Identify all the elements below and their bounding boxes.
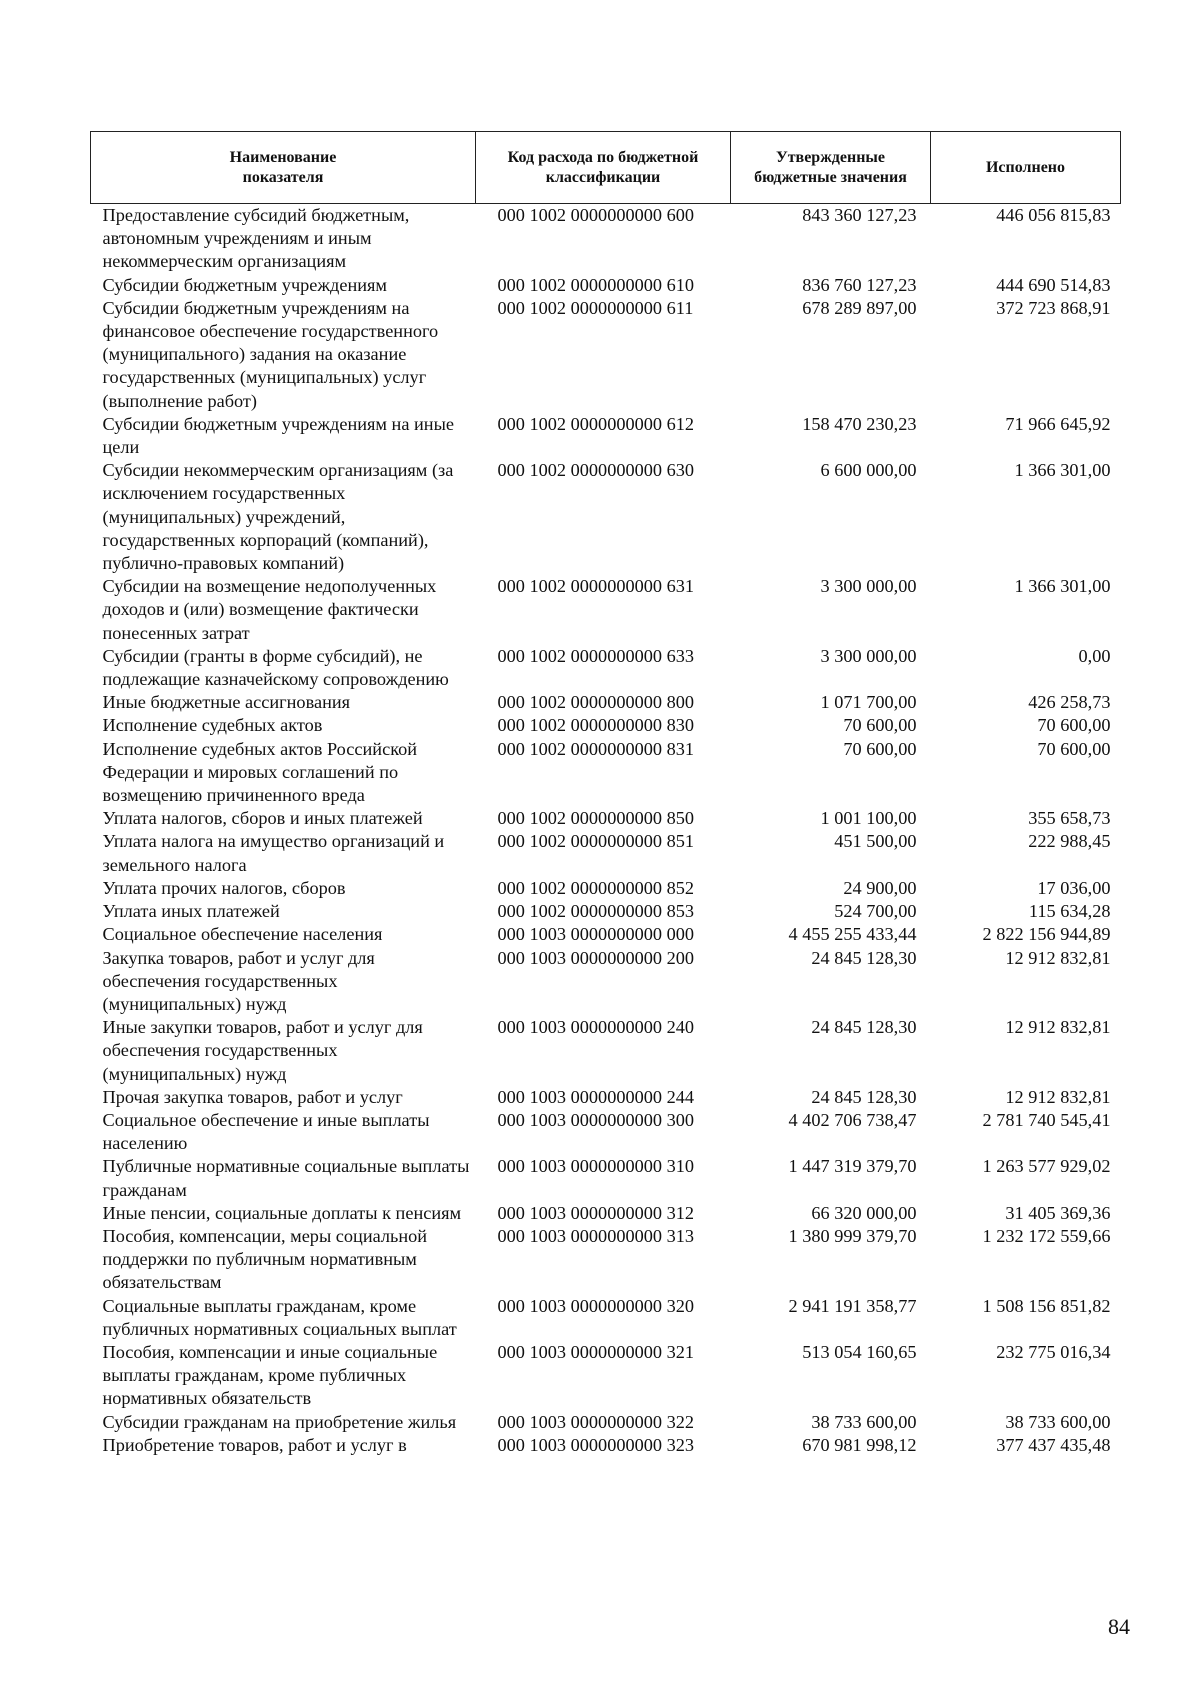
cell-executed-value: 12 912 832,81 — [1005, 1017, 1111, 1038]
cell-indicator-name: Закупка товаров, работ и услуг для обеспечения государственных (муниципальных) нужд — [102, 947, 375, 1014]
header-executed — [931, 132, 1121, 204]
cell-indicator-name: Иные закупки товаров, работ и услуг для обеспечения государственных (муниципальных) нужд — [102, 1017, 423, 1084]
cell-approved-value: 836 760 127,23 — [802, 274, 917, 295]
table-row — [91, 877, 1121, 900]
cell-budget-code: 000 1003 0000000000 323 — [497, 1434, 695, 1455]
cell-approved-value: 1 071 700,00 — [820, 692, 917, 713]
cell-indicator-name: Предоставление субсидий бюджетным, автономным учреждениям и иным некоммерческим организациям — [102, 205, 410, 272]
cell-budget-code: 000 1002 0000000000 611 — [497, 297, 694, 318]
cell-indicator-name: Уплата налога на имущество организаций и земельного налога — [102, 831, 445, 875]
cell-executed-value: 17 036,00 — [1037, 877, 1111, 898]
cell-budget-code: 000 1002 0000000000 600 — [497, 205, 695, 225]
page-number: 84 — [1108, 1614, 1130, 1639]
cell-executed-value: 444 690 514,83 — [996, 274, 1111, 295]
cell-executed-value: 38 733 600,00 — [1005, 1411, 1111, 1432]
cell-approved-value: 2 941 191 358,77 — [788, 1295, 917, 1316]
cell-executed-value: 70 600,00 — [1037, 715, 1111, 736]
cell-executed-value: 232 775 016,34 — [996, 1341, 1111, 1362]
cell-approved-value: 24 845 128,30 — [811, 947, 917, 968]
cell-approved-value: 70 600,00 — [843, 715, 917, 736]
table-row — [91, 1086, 1121, 1109]
table-row — [91, 645, 1121, 691]
cell-indicator-name: Пособия, компенсации, меры социальной поддержки по публичным нормативным обязательствам — [102, 1225, 428, 1293]
cell-approved-value: 38 733 600,00 — [811, 1411, 917, 1432]
cell-budget-code: 000 1002 0000000000 630 — [497, 460, 695, 481]
cell-approved-value: 66 320 000,00 — [811, 1202, 917, 1223]
cell-executed-value: 355 658,73 — [1028, 808, 1111, 829]
cell-indicator-name: Пособия, компенсации и иные социальные выплаты гражданам, кроме публичных нормативных обязательств — [102, 1341, 438, 1409]
cell-indicator-name: Субсидии бюджетным учреждениям — [102, 274, 387, 295]
cell-indicator-name: Субсидии бюджетным учреждениям на иные цели — [102, 413, 454, 458]
cell-budget-code: 000 1002 0000000000 631 — [497, 576, 695, 597]
table-row — [91, 1016, 1121, 1086]
cell-budget-code: 000 1003 0000000000 240 — [497, 1017, 695, 1038]
cell-budget-code: 000 1003 0000000000 244 — [497, 1086, 695, 1107]
cell-approved-value: 3 300 000,00 — [820, 645, 917, 666]
cell-indicator-name: Субсидии некоммерческим организациям (за исключением государственных (муниципальных) учреждений, государственных корпораций (компаний), публично-правовых компаний) — [102, 460, 454, 574]
cell-approved-value: 4 455 255 433,44 — [788, 924, 917, 945]
cell-approved-value: 158 470 230,23 — [802, 413, 917, 434]
cell-indicator-name: Исполнение судебных актов Российской Федерации и мировых соглашений по возмещению причиненного вреда — [102, 738, 418, 806]
cell-executed-value: 115 634,28 — [1028, 901, 1111, 922]
table-row — [91, 1225, 1121, 1295]
cell-budget-code: 000 1003 0000000000 300 — [497, 1109, 695, 1130]
cell-indicator-name: Приобретение товаров, работ и услуг в — [102, 1434, 407, 1455]
cell-approved-value: 451 500,00 — [834, 831, 917, 852]
cell-budget-code: 000 1002 0000000000 851 — [497, 831, 695, 852]
cell-approved-value: 843 360 127,23 — [802, 205, 917, 225]
cell-budget-code: 000 1002 0000000000 831 — [497, 738, 695, 759]
table-row — [91, 1202, 1121, 1225]
cell-executed-value: 70 600,00 — [1037, 738, 1111, 759]
cell-executed-value: 446 056 815,83 — [996, 205, 1111, 225]
table-row — [91, 413, 1121, 459]
cell-approved-value: 24 845 128,30 — [811, 1017, 917, 1038]
header-budget-code — [476, 132, 731, 204]
table-row — [91, 459, 1121, 575]
cell-indicator-name: Субсидии бюджетным учреждениям на финансовое обеспечение государственного (муниципального) задания на оказание государственных (муниципальных) услуг (выполнение работ) — [102, 297, 439, 411]
cell-executed-value: 2 822 156 944,89 — [982, 924, 1111, 945]
cell-approved-value: 670 981 998,12 — [802, 1434, 917, 1455]
header-label: Исполнено — [985, 158, 1066, 176]
cell-executed-value: 2 781 740 545,41 — [982, 1109, 1111, 1130]
header-label: Утвержденные бюджетные значения — [754, 148, 907, 186]
cell-budget-code: 000 1003 0000000000 320 — [497, 1295, 695, 1316]
cell-indicator-name: Иные пенсии, социальные доплаты к пенсиям — [102, 1202, 462, 1223]
cell-executed-value: 1 366 301,00 — [1014, 576, 1111, 597]
cell-indicator-name: Субсидии (гранты в форме субсидий), не подлежащие казначейскому сопровождению — [102, 645, 449, 690]
cell-executed-value: 222 988,45 — [1028, 831, 1111, 852]
table-row — [91, 1411, 1121, 1434]
table-row — [91, 714, 1121, 737]
cell-approved-value: 24 845 128,30 — [811, 1086, 917, 1107]
cell-budget-code: 000 1003 0000000000 313 — [497, 1225, 695, 1246]
cell-budget-code: 000 1003 0000000000 322 — [497, 1411, 695, 1432]
budget-execution-table — [90, 131, 1121, 1457]
cell-approved-value: 24 900,00 — [843, 877, 917, 898]
cell-budget-code: 000 1002 0000000000 610 — [497, 274, 695, 295]
cell-executed-value: 1 508 156 851,82 — [982, 1295, 1111, 1316]
table-header — [91, 132, 1121, 204]
header-label: Код расхода по бюджетной классификации — [507, 148, 699, 186]
cell-executed-value: 31 405 369,36 — [1005, 1202, 1111, 1223]
cell-indicator-name: Социальные выплаты гражданам, кроме публичных нормативных социальных выплат — [102, 1295, 457, 1339]
table-body — [91, 204, 1121, 1457]
cell-indicator-name: Публичные нормативные социальные выплаты гражданам — [102, 1156, 470, 1200]
cell-approved-value: 1 380 999 379,70 — [788, 1225, 917, 1246]
cell-budget-code: 000 1002 0000000000 633 — [497, 645, 695, 666]
cell-approved-value: 678 289 897,00 — [802, 297, 917, 318]
header-label: Наименование показателя — [229, 148, 337, 186]
header-indicator-name — [91, 132, 476, 204]
cell-approved-value: 6 600 000,00 — [820, 460, 917, 481]
cell-budget-code: 000 1003 0000000000 312 — [497, 1202, 695, 1223]
cell-executed-value: 1 263 577 929,02 — [982, 1156, 1111, 1177]
table-row — [91, 297, 1121, 413]
cell-approved-value: 4 402 706 738,47 — [788, 1109, 917, 1130]
cell-executed-value: 71 966 645,92 — [1005, 413, 1111, 434]
cell-budget-code: 000 1003 0000000000 000 — [497, 924, 695, 945]
cell-executed-value: 1 366 301,00 — [1014, 460, 1111, 481]
cell-executed-value: 12 912 832,81 — [1005, 947, 1111, 968]
cell-indicator-name: Уплата прочих налогов, сборов — [102, 877, 346, 898]
table-row — [91, 691, 1121, 714]
cell-executed-value: 0,00 — [1078, 645, 1111, 666]
cell-approved-value: 513 054 160,65 — [802, 1341, 917, 1362]
cell-budget-code: 000 1002 0000000000 850 — [497, 808, 695, 829]
cell-indicator-name: Социальное обеспечение и иные выплаты населению — [102, 1109, 430, 1154]
table-row — [91, 947, 1121, 1017]
budget-table-container — [90, 131, 1120, 1457]
cell-approved-value: 3 300 000,00 — [820, 576, 917, 597]
cell-executed-value: 426 258,73 — [1028, 692, 1111, 713]
table-row — [91, 923, 1121, 946]
cell-budget-code: 000 1003 0000000000 310 — [497, 1156, 695, 1177]
table-row — [91, 1341, 1121, 1411]
table-row — [91, 1295, 1121, 1341]
cell-indicator-name: Социальное обеспечение населения — [102, 924, 383, 945]
table-row — [91, 830, 1121, 876]
cell-approved-value: 1 447 319 379,70 — [788, 1156, 917, 1177]
cell-indicator-name: Уплата иных платежей — [102, 901, 280, 922]
cell-approved-value: 70 600,00 — [843, 738, 917, 759]
cell-indicator-name: Исполнение судебных актов — [102, 715, 323, 736]
cell-budget-code: 000 1003 0000000000 321 — [497, 1341, 695, 1362]
cell-indicator-name: Уплата налогов, сборов и иных платежей — [102, 808, 423, 829]
table-row — [91, 204, 1121, 274]
cell-budget-code: 000 1002 0000000000 853 — [497, 901, 695, 922]
table-row — [91, 1109, 1121, 1155]
table-row — [91, 900, 1121, 923]
table-row — [91, 1155, 1121, 1201]
cell-approved-value: 524 700,00 — [834, 901, 917, 922]
cell-indicator-name: Субсидии на возмещение недополученных доходов и (или) возмещение фактически понесенных затрат — [102, 576, 437, 643]
cell-approved-value: 1 001 100,00 — [820, 808, 917, 829]
cell-budget-code: 000 1002 0000000000 800 — [497, 692, 695, 713]
cell-budget-code: 000 1002 0000000000 852 — [497, 877, 695, 898]
header-approved-values — [731, 132, 931, 204]
cell-executed-value: 377 437 435,48 — [996, 1434, 1111, 1455]
table-row — [91, 575, 1121, 645]
cell-indicator-name: Субсидии гражданам на приобретение жилья — [102, 1411, 457, 1432]
cell-executed-value: 1 232 172 559,66 — [982, 1225, 1111, 1246]
table-row — [91, 807, 1121, 830]
cell-budget-code: 000 1002 0000000000 830 — [497, 715, 695, 736]
cell-executed-value: 372 723 868,91 — [996, 297, 1111, 318]
table-row — [91, 738, 1121, 808]
cell-executed-value: 12 912 832,81 — [1005, 1086, 1111, 1107]
table-row — [91, 274, 1121, 297]
cell-indicator-name: Прочая закупка товаров, работ и услуг — [102, 1086, 403, 1107]
cell-indicator-name: Иные бюджетные ассигнования — [102, 692, 351, 713]
cell-budget-code: 000 1002 0000000000 612 — [497, 413, 695, 434]
table-row — [91, 1434, 1121, 1457]
cell-budget-code: 000 1003 0000000000 200 — [497, 947, 695, 968]
